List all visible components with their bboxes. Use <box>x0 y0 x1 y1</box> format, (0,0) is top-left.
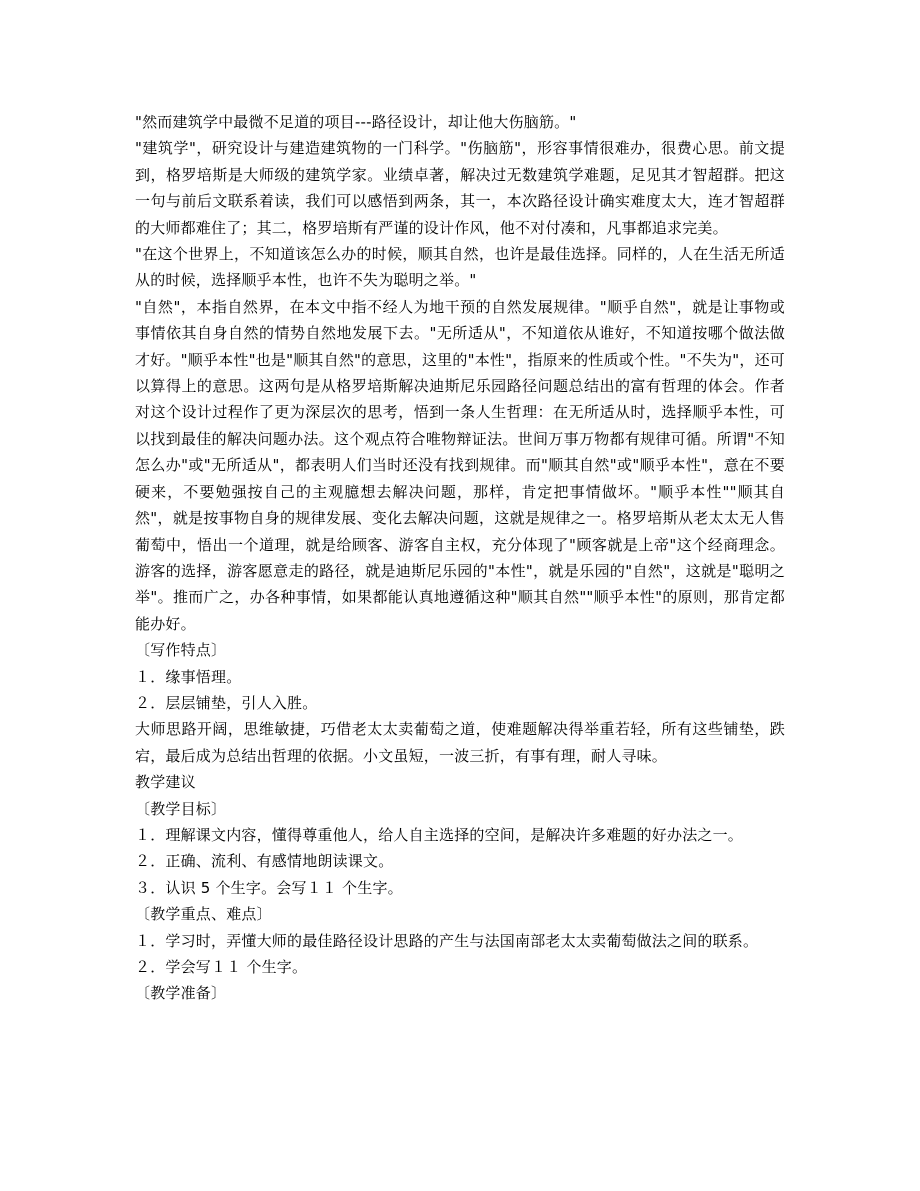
list-item-key-point-1: １．学习时，弄懂大师的最佳路径设计思路的产生与法国南部老太太卖葡萄做法之间的联系。 <box>135 931 759 950</box>
list-item-goal-3: ３．认识 5 个生字。会写１１ 个生字。 <box>135 878 403 897</box>
section-heading-preparation: 〔教学准备〕 <box>135 984 227 1003</box>
quote-paragraph-path-design: "然而建筑学中最微不足道的项目---路径设计，却让他大伤脑筋。" <box>135 113 577 131</box>
list-item-feature-2: ２．层层铺垫，引人入胜。 <box>135 693 318 712</box>
list-item-feature-1: １．缘事悟理。 <box>135 667 242 686</box>
section-heading-key-points: 〔教学重点、难点〕 <box>135 905 272 924</box>
section-heading-writing-features: 〔写作特点〕 <box>135 641 227 660</box>
section-heading-teaching-goals: 〔教学目标〕 <box>135 799 227 818</box>
list-item-goal-1: １．理解课文内容，懂得尊重他人，给人自主选择的空间，是解决许多难题的好办法之一。 <box>135 825 744 844</box>
list-item-goal-2: ２．正确、流利、有感情地朗读课文。 <box>135 852 394 871</box>
feature-description-paragraph: 大师思路开阔，思维敏捷，巧借老太太卖葡萄之道，使难题解决得举重若轻，所有这些铺垫，跌宕，最后成为总结出哲理的依据。小文虽短，一波三折，有事有理，耐人寻味。 <box>135 720 785 765</box>
document-page <box>135 109 785 1007</box>
section-title-teaching-suggestions: 教学建议 <box>135 773 196 792</box>
explanation-paragraph-architecture: "建筑学"，研究设计与建造建筑物的一门科学。"伤脑筋"，形容事情很难办，很费心思。前文提到，格罗培斯是大师级的建筑学家。业绩卓著，解决过无数建筑学难题，足见其才智超群。把这一句与前后文联系着读，我们可以感悟到两条，其一，本次路径设计确实难度太大，连才智超群的大师都难住了；其二，格罗培斯有严谨的设计作风，他不对付凑和，凡事都追求完美。 <box>135 139 785 237</box>
list-item-key-point-2: ２．学会写１１ 个生字。 <box>135 958 308 976</box>
explanation-paragraph-nature: "自然"，本指自然界，在本文中指不经人为地干预的自然发展规律。"顺乎自然"，就是让事物或事情依其自身自然的情势自然地发展下去。"无所适从"，不知道依从谁好，不知道按哪个做法做才好。"顺乎本性"也是"顺其自然"的意思，这里的"本性"，指原来的性质或个性。"不失为"，还可以算得上的意思。这两句是从格罗培斯解决迪斯尼乐园路径问题总结出的富有哲理的体会。作者对这个设计过程作了更为深层次的思考，悟到一条人生哲理：在无所适从时，选择顺乎本性，可以找到最佳的解决问题办法。这个观点符合唯物辩证法。世间万事万物都有规律可循。所谓"不知怎么办"或"无所适从"，都表明人们当时还没有找到规律。而"顺其自然"或"顺乎本性"，意在不要硬来，不要勉强按自己的主观臆想去解决问题，那样，肯定把事情做坏。"顺乎本性""顺其自然"，就是按事物自身的规律发展、变化去解决问题，这就是规律之一。格罗培斯从老太太无人售葡萄中，悟出一个道理，就是给顾客、游客自主权，充分体现了"顾客就是上帝"这个经商理念。游客的选择，游客愿意走的路径，就是迪斯尼乐园的"本性"，就是乐园的"自然"，这就是"聪明之举"。推而广之，办各种事情，如果都能认真地遵循这种"顺其自然""顺乎本性"的原则，那肯定都能办好。 <box>135 297 785 633</box>
quote-paragraph-nature: "在这个世界上，不知道该怎么办的时候，顺其自然，也许是最佳选择。同样的，人在生活无所适从的时候，选择顺乎本性，也许不失为聪明之举。" <box>135 245 785 290</box>
